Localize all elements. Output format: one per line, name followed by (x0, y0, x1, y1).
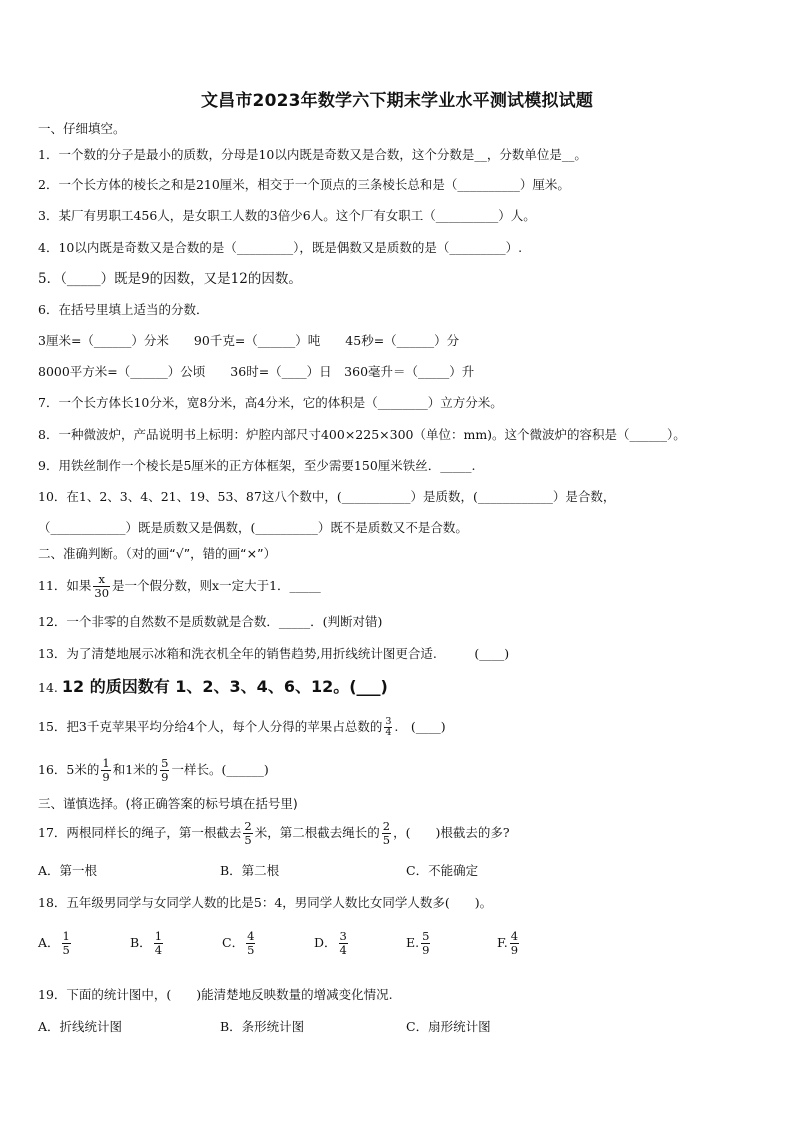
fraction-numerator: 2 (382, 819, 391, 833)
question-17-option-c: C．不能确定 (406, 863, 479, 878)
question-18-option-b (130, 930, 165, 957)
question-10-line-2: （____________）既是质数又是偶数，(__________）既不是质数又不是合数。 (38, 520, 468, 535)
question-11-prefix: 11．如果 (38, 578, 92, 593)
option-fraction (510, 930, 519, 957)
question-14-text: 12 的质因数有 1、2、3、4、6、12。(___) (61, 677, 388, 696)
question-18-option-e (406, 930, 432, 957)
fraction-numerator: 5 (422, 929, 430, 943)
fraction-denominator: 9 (510, 943, 519, 957)
fraction-x-over-30 (93, 573, 110, 600)
option-fraction (62, 930, 71, 957)
question-17-option-b: B．第二根 (220, 863, 280, 878)
fraction-2-over-5-meters (243, 820, 252, 847)
question-6: 6．在括号里填上适当的分数． (38, 302, 209, 317)
question-7: 7．一个长方体长10分米，宽8分米，高4分米，它的体积是（________）立方分米。 (38, 395, 503, 410)
fraction-denominator: 5 (247, 943, 255, 957)
fraction-numerator: 4 (247, 929, 255, 943)
question-16 (38, 757, 269, 784)
question-4: 4．10以内既是奇数又是合数的是（_________），既是偶数又是质数的是（_________）. (38, 240, 523, 255)
fraction-numerator: 5 (161, 756, 169, 770)
fraction-1-over-9 (101, 757, 110, 784)
question-19: 19．下面的统计图中，( )能清楚地反映数量的增减变化情况. (38, 987, 393, 1002)
question-14 (38, 679, 388, 696)
fraction-numerator: 1 (62, 929, 70, 943)
question-16-middle: 和1米的 (112, 762, 159, 777)
fraction-2-over-5 (382, 820, 391, 847)
fraction-denominator: 5 (62, 943, 70, 957)
question-18: 18．五年级男同学与女同学人数的比是5：4，男同学人数比女同学人数多( )。 (38, 895, 493, 910)
option-fraction (421, 930, 430, 957)
fraction-numerator: 1 (102, 756, 110, 770)
fraction-denominator: 9 (102, 770, 110, 784)
fraction-denominator: 4 (385, 727, 392, 738)
question-17-option-a: A．第一根 (38, 863, 98, 878)
question-6-row-1: 3厘米=（______）分米 90千克=（______）吨 45秒=（______）分 (38, 333, 460, 348)
question-18-option-c (222, 930, 257, 957)
question-18-option-a (38, 930, 73, 957)
fraction-numerator: x (93, 573, 110, 587)
question-17-middle: 米，第二根截去绳长的 (254, 825, 380, 840)
fraction-denominator: 5 (382, 833, 391, 847)
question-8: 8．一种微波炉，产品说明书上标明：炉腔内部尺寸400×225×300（单位：mm)。这个微波炉的容积是（______）。 (38, 427, 686, 442)
question-15 (38, 717, 446, 738)
option-label: D． (314, 935, 337, 950)
fraction-denominator: 9 (161, 770, 169, 784)
question-16-prefix: 16．5米的 (38, 762, 100, 777)
question-18-option-d (314, 930, 350, 957)
section-1-heading: 一、仔细填空。 (38, 121, 126, 136)
page-title: 文昌市2023年数学六下期末学业水平测试模拟试题 (200, 91, 594, 111)
fraction-3-over-4 (384, 717, 392, 738)
question-6-row-2: 8000平方米=（______）公顷 36时=（____）日 360毫升＝（_____）升 (38, 364, 475, 379)
question-11 (38, 573, 321, 600)
question-10-line-1: 10．在1、2、3、4、21、19、53、87这八个数中，(___________）是质数，(____________）是合数， (38, 489, 616, 504)
option-label: B． (130, 935, 152, 950)
fraction-denominator: 4 (339, 943, 347, 957)
option-label: E. (406, 935, 420, 950)
option-fraction (246, 930, 255, 957)
fraction-denominator: 5 (244, 833, 252, 847)
fraction-numerator: 2 (244, 819, 252, 833)
question-17-suffix: ，( )根截去的多? (393, 825, 510, 840)
question-19-option-a: A．折线统计图 (38, 1019, 123, 1034)
question-16-suffix: 一样长。(______) (171, 762, 269, 777)
section-3-heading: 三、谨慎选择。(将正确答案的标号填在括号里) (38, 796, 298, 811)
question-17 (38, 820, 510, 847)
fraction-numerator: 4 (510, 929, 519, 943)
fraction-5-over-9 (160, 757, 169, 784)
question-3: 3．某厂有男职工456人，是女职工人数的3倍少6人。这个厂有女职工（__________）人。 (38, 208, 536, 223)
question-12: 12．一个非零的自然数不是质数就是合数．_____．(判断对错) (38, 614, 383, 629)
option-label: A． (38, 935, 60, 950)
question-15-suffix: . (____) (394, 719, 446, 734)
option-fraction (339, 930, 348, 957)
option-fraction (154, 930, 163, 957)
fraction-denominator: 4 (154, 943, 163, 957)
question-1: 1．一个数的分子是最小的质数，分母是10以内既是奇数又是合数，这个分数是__，分数单位是__。 (38, 147, 587, 162)
question-18-option-f (497, 930, 521, 957)
question-19-option-c: C．扇形统计图 (406, 1019, 491, 1034)
question-15-prefix: 15．把3千克苹果平均分给4个人，每个人分得的苹果占总数的 (38, 719, 383, 734)
question-19-option-b: B．条形统计图 (220, 1019, 305, 1034)
section-2-heading: 二、准确判断。（对的画“√”，错的画“×”） (38, 546, 277, 561)
question-9: 9．用铁丝制作一个棱长是5厘米的正方体框架，至少需要150厘米铁丝．_____. (38, 458, 476, 473)
question-5: 5．（_____）既是9的因数，又是12的因数。 (38, 271, 302, 287)
fraction-denominator: 30 (94, 586, 110, 600)
question-14-number: 14. (38, 680, 58, 695)
fraction-numerator: 1 (154, 929, 163, 943)
option-label: C． (222, 935, 245, 950)
fraction-denominator: 9 (422, 943, 430, 957)
question-2: 2．一个长方体的棱长之和是210厘米，相交于一个顶点的三条棱长总和是（__________）厘米。 (38, 177, 570, 192)
fraction-numerator: 3 (385, 716, 392, 727)
question-13: 13．为了清楚地展示冰箱和洗衣机全年的销售趋势,用折线统计图更合适. (____) (38, 646, 510, 661)
option-label: F. (497, 935, 508, 950)
fraction-numerator: 3 (339, 929, 347, 943)
question-17-prefix: 17．两根同样长的绳子，第一根截去 (38, 825, 242, 840)
question-11-suffix: 是一个假分数，则x一定大于1．_____ (112, 578, 321, 593)
